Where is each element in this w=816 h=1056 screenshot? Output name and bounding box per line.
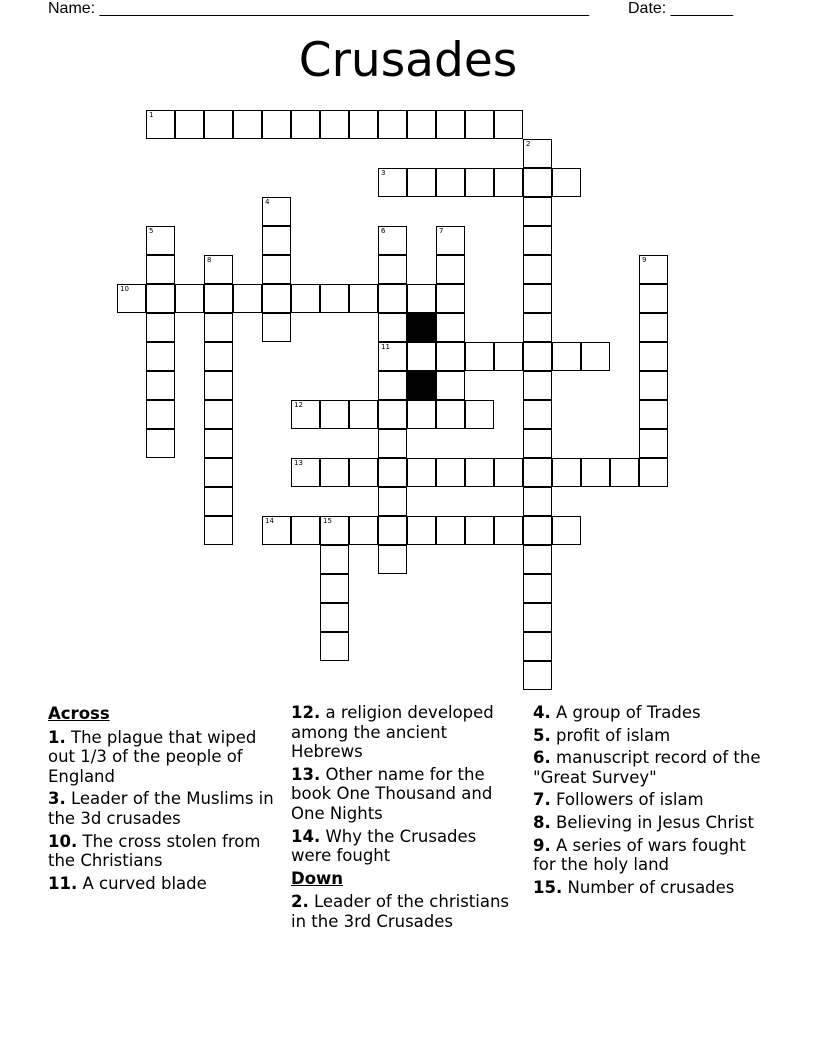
crossword-cell[interactable] xyxy=(465,400,494,429)
clue-number: 4 xyxy=(265,198,270,206)
crossword-cell[interactable] xyxy=(320,632,349,661)
crossword-cell[interactable] xyxy=(465,168,494,197)
crossword-cell[interactable] xyxy=(378,429,407,458)
crossword-cell[interactable] xyxy=(349,400,378,429)
clue-down-4: 4. A group of Trades xyxy=(533,703,701,722)
clue-across-14: 14. Why the Crusades were fought xyxy=(291,826,477,866)
crossword-cell[interactable] xyxy=(407,110,436,139)
crossword-cell[interactable] xyxy=(552,458,581,487)
crossword-cell[interactable] xyxy=(465,342,494,371)
crossword-cell[interactable] xyxy=(494,516,523,545)
crossword-cell[interactable] xyxy=(175,110,204,139)
name-field-label: Name: _______________________________________________________ xyxy=(48,0,589,17)
clue-across-12: 12. a religion developed among the ancient Hebrews xyxy=(291,703,494,762)
crossword-cell[interactable] xyxy=(523,661,552,690)
crossword-cell[interactable] xyxy=(523,487,552,516)
crossword-cell[interactable] xyxy=(320,284,349,313)
crossword-cell[interactable] xyxy=(436,516,465,545)
date-field-label: Date: _______ xyxy=(628,0,733,17)
across-heading: Across xyxy=(48,704,110,723)
crossword-cell[interactable] xyxy=(523,226,552,255)
crossword-cell[interactable] xyxy=(436,400,465,429)
crossword-cell[interactable] xyxy=(320,603,349,632)
crossword-cell[interactable] xyxy=(552,168,581,197)
crossword-cell[interactable] xyxy=(204,342,233,371)
clues-column-1 xyxy=(48,703,278,896)
clue-down-7: 7. Followers of islam xyxy=(533,790,704,810)
clue-down-9: 9. A series of wars fought for the holy land xyxy=(533,835,746,875)
crossword-cell[interactable] xyxy=(407,284,436,313)
clue-number: 9 xyxy=(642,256,647,264)
clue-down-6: 6. manuscript record of the "Great Survey" xyxy=(533,748,761,787)
clue-across-13: 13. Other name for the book One Thousand and One Nights xyxy=(291,764,493,823)
crossword-cell[interactable] xyxy=(436,255,465,284)
clue-number: 8 xyxy=(207,256,212,264)
crossword-cell[interactable] xyxy=(378,545,407,574)
crossword-cell[interactable] xyxy=(291,284,320,313)
crossword-block xyxy=(407,313,436,342)
crossword-cell[interactable] xyxy=(204,371,233,400)
crossword-cell[interactable] xyxy=(465,110,494,139)
page-title: Crusades xyxy=(298,33,518,88)
clue-down-8: 8. Believing in Jesus Christ xyxy=(533,812,754,832)
clue-number: 12 xyxy=(294,401,303,409)
crossword-cell[interactable] xyxy=(639,255,668,284)
crossword-cell[interactable] xyxy=(146,400,175,429)
crossword-cell[interactable] xyxy=(320,574,349,603)
crossword-cell[interactable] xyxy=(523,545,552,574)
crossword-cell[interactable] xyxy=(407,400,436,429)
crossword-cell[interactable] xyxy=(465,458,494,487)
crossword-cell[interactable] xyxy=(146,371,175,400)
clue-number: 5 xyxy=(149,227,154,235)
clue-number: 10 xyxy=(120,285,129,293)
crossword-cell[interactable] xyxy=(378,313,407,342)
crossword-cell[interactable] xyxy=(378,168,407,197)
crossword-cell[interactable] xyxy=(436,284,465,313)
crossword-cell[interactable] xyxy=(146,342,175,371)
clue-across-11: 11. A curved blade xyxy=(48,873,207,893)
crossword-cell[interactable] xyxy=(523,574,552,603)
clue-number: 2 xyxy=(526,140,531,148)
crossword-cell[interactable] xyxy=(233,284,262,313)
crossword-cell[interactable] xyxy=(523,139,552,168)
clue-number: 7 xyxy=(439,227,444,235)
crossword-cell[interactable] xyxy=(436,226,465,255)
crossword-cell[interactable] xyxy=(523,400,552,429)
crossword-cell[interactable] xyxy=(639,429,668,458)
crossword-cell[interactable] xyxy=(349,284,378,313)
crossword-cell[interactable] xyxy=(262,110,291,139)
crossword-cell[interactable] xyxy=(378,516,407,545)
crossword-cell[interactable] xyxy=(291,400,320,429)
crossword-cell[interactable] xyxy=(146,429,175,458)
crossword-cell[interactable] xyxy=(262,255,291,284)
crossword-cell[interactable] xyxy=(494,458,523,487)
crossword-cell[interactable] xyxy=(175,284,204,313)
clue-down-5: 5. profit of islam xyxy=(533,725,671,745)
crossword-cell[interactable] xyxy=(204,487,233,516)
crossword-cell[interactable] xyxy=(523,168,552,197)
crossword-cell[interactable] xyxy=(378,226,407,255)
crossword-cell[interactable] xyxy=(552,342,581,371)
crossword-cell[interactable] xyxy=(523,284,552,313)
crossword-cell[interactable] xyxy=(494,342,523,371)
crossword-cell[interactable] xyxy=(581,458,610,487)
crossword-cell[interactable] xyxy=(639,284,668,313)
crossword-cell[interactable] xyxy=(291,110,320,139)
crossword-cell[interactable] xyxy=(204,313,233,342)
down-heading: Down xyxy=(291,868,344,888)
crossword-cell[interactable] xyxy=(204,110,233,139)
crossword-cell[interactable] xyxy=(639,400,668,429)
crossword-cell[interactable] xyxy=(262,226,291,255)
crossword-cell[interactable] xyxy=(639,313,668,342)
crossword-cell[interactable] xyxy=(204,458,233,487)
crossword-cell[interactable] xyxy=(320,545,349,574)
crossword-cell[interactable] xyxy=(436,342,465,371)
crossword-cell[interactable] xyxy=(204,284,233,313)
crossword-cell[interactable] xyxy=(639,458,668,487)
crossword-cell[interactable] xyxy=(291,458,320,487)
crossword-cell[interactable] xyxy=(523,371,552,400)
crossword-cell[interactable] xyxy=(378,110,407,139)
clues-column-3 xyxy=(533,703,773,900)
crossword-cell[interactable] xyxy=(378,487,407,516)
crossword-cell[interactable] xyxy=(523,429,552,458)
crossword-cell[interactable] xyxy=(523,342,552,371)
crossword-cell[interactable] xyxy=(494,168,523,197)
crossword-cell[interactable] xyxy=(523,516,552,545)
crossword-cell[interactable] xyxy=(407,458,436,487)
crossword-cell[interactable] xyxy=(552,516,581,545)
crossword-cell[interactable] xyxy=(378,284,407,313)
crossword-cell[interactable] xyxy=(523,458,552,487)
crossword-cell[interactable] xyxy=(523,313,552,342)
crossword-cell[interactable] xyxy=(436,371,465,400)
crossword-cell[interactable] xyxy=(262,516,291,545)
crossword-cell[interactable] xyxy=(204,516,233,545)
crossword-cell[interactable] xyxy=(465,516,494,545)
crossword-cell[interactable] xyxy=(378,400,407,429)
crossword-cell[interactable] xyxy=(436,168,465,197)
clue-number: 6 xyxy=(381,227,386,235)
crossword-cell[interactable] xyxy=(146,255,175,284)
crossword-cell[interactable] xyxy=(378,458,407,487)
crossword-cell[interactable] xyxy=(407,168,436,197)
crossword-cell[interactable] xyxy=(523,603,552,632)
crossword-cell[interactable] xyxy=(436,458,465,487)
clue-down-15: 15. Number of crusades xyxy=(533,877,735,897)
crossword-cell[interactable] xyxy=(581,342,610,371)
clue-number: 1 xyxy=(149,111,154,119)
clue-number: 15 xyxy=(323,517,332,525)
crossword-cell[interactable] xyxy=(610,458,639,487)
crossword-cell[interactable] xyxy=(349,110,378,139)
crossword-cell[interactable] xyxy=(523,197,552,226)
crossword-cell[interactable] xyxy=(494,110,523,139)
crossword-cell[interactable] xyxy=(146,313,175,342)
crossword-cell[interactable] xyxy=(349,458,378,487)
crossword-cell[interactable] xyxy=(291,516,320,545)
clue-number: 11 xyxy=(381,343,390,351)
crossword-block xyxy=(407,371,436,400)
crossword-cell[interactable] xyxy=(378,371,407,400)
crossword-cell[interactable] xyxy=(378,255,407,284)
crossword-cell[interactable] xyxy=(407,342,436,371)
clues-column-2 xyxy=(291,703,516,935)
crossword-cell[interactable] xyxy=(204,429,233,458)
clue-across-3: 3. Leader of the Muslims in the 3d crusades xyxy=(48,789,274,828)
crossword-cell[interactable] xyxy=(639,371,668,400)
crossword-cell[interactable] xyxy=(204,400,233,429)
crossword-cell[interactable] xyxy=(436,110,465,139)
crossword-cell[interactable] xyxy=(320,400,349,429)
crossword-cell[interactable] xyxy=(320,110,349,139)
crossword-cell[interactable] xyxy=(233,110,262,139)
crossword-cell[interactable] xyxy=(523,632,552,661)
crossword-cell[interactable] xyxy=(378,342,407,371)
crossword-cell[interactable] xyxy=(262,313,291,342)
clue-across-10: 10. The cross stolen from the Christians xyxy=(48,831,261,871)
crossword-cell[interactable] xyxy=(117,284,146,313)
clue-number: 14 xyxy=(265,517,274,525)
crossword-cell[interactable] xyxy=(262,197,291,226)
clue-number: 3 xyxy=(381,169,386,177)
crossword-cell[interactable] xyxy=(146,110,175,139)
crossword-cell[interactable] xyxy=(146,284,175,313)
crossword-cell[interactable] xyxy=(436,313,465,342)
crossword-cell[interactable] xyxy=(262,284,291,313)
clue-down-2: 2. Leader of the christians in the 3rd Crusades xyxy=(291,892,510,931)
crossword-cell[interactable] xyxy=(146,226,175,255)
clue-number: 13 xyxy=(294,459,303,467)
clue-across-1: 1. The plague that wiped out 1/3 of the people of England xyxy=(48,727,257,786)
crossword-cell[interactable] xyxy=(407,516,436,545)
crossword-cell[interactable] xyxy=(523,255,552,284)
crossword-cell[interactable] xyxy=(320,458,349,487)
crossword-cell[interactable] xyxy=(639,342,668,371)
crossword-cell[interactable] xyxy=(204,255,233,284)
crossword-cell[interactable] xyxy=(349,516,378,545)
crossword-cell[interactable] xyxy=(320,516,349,545)
